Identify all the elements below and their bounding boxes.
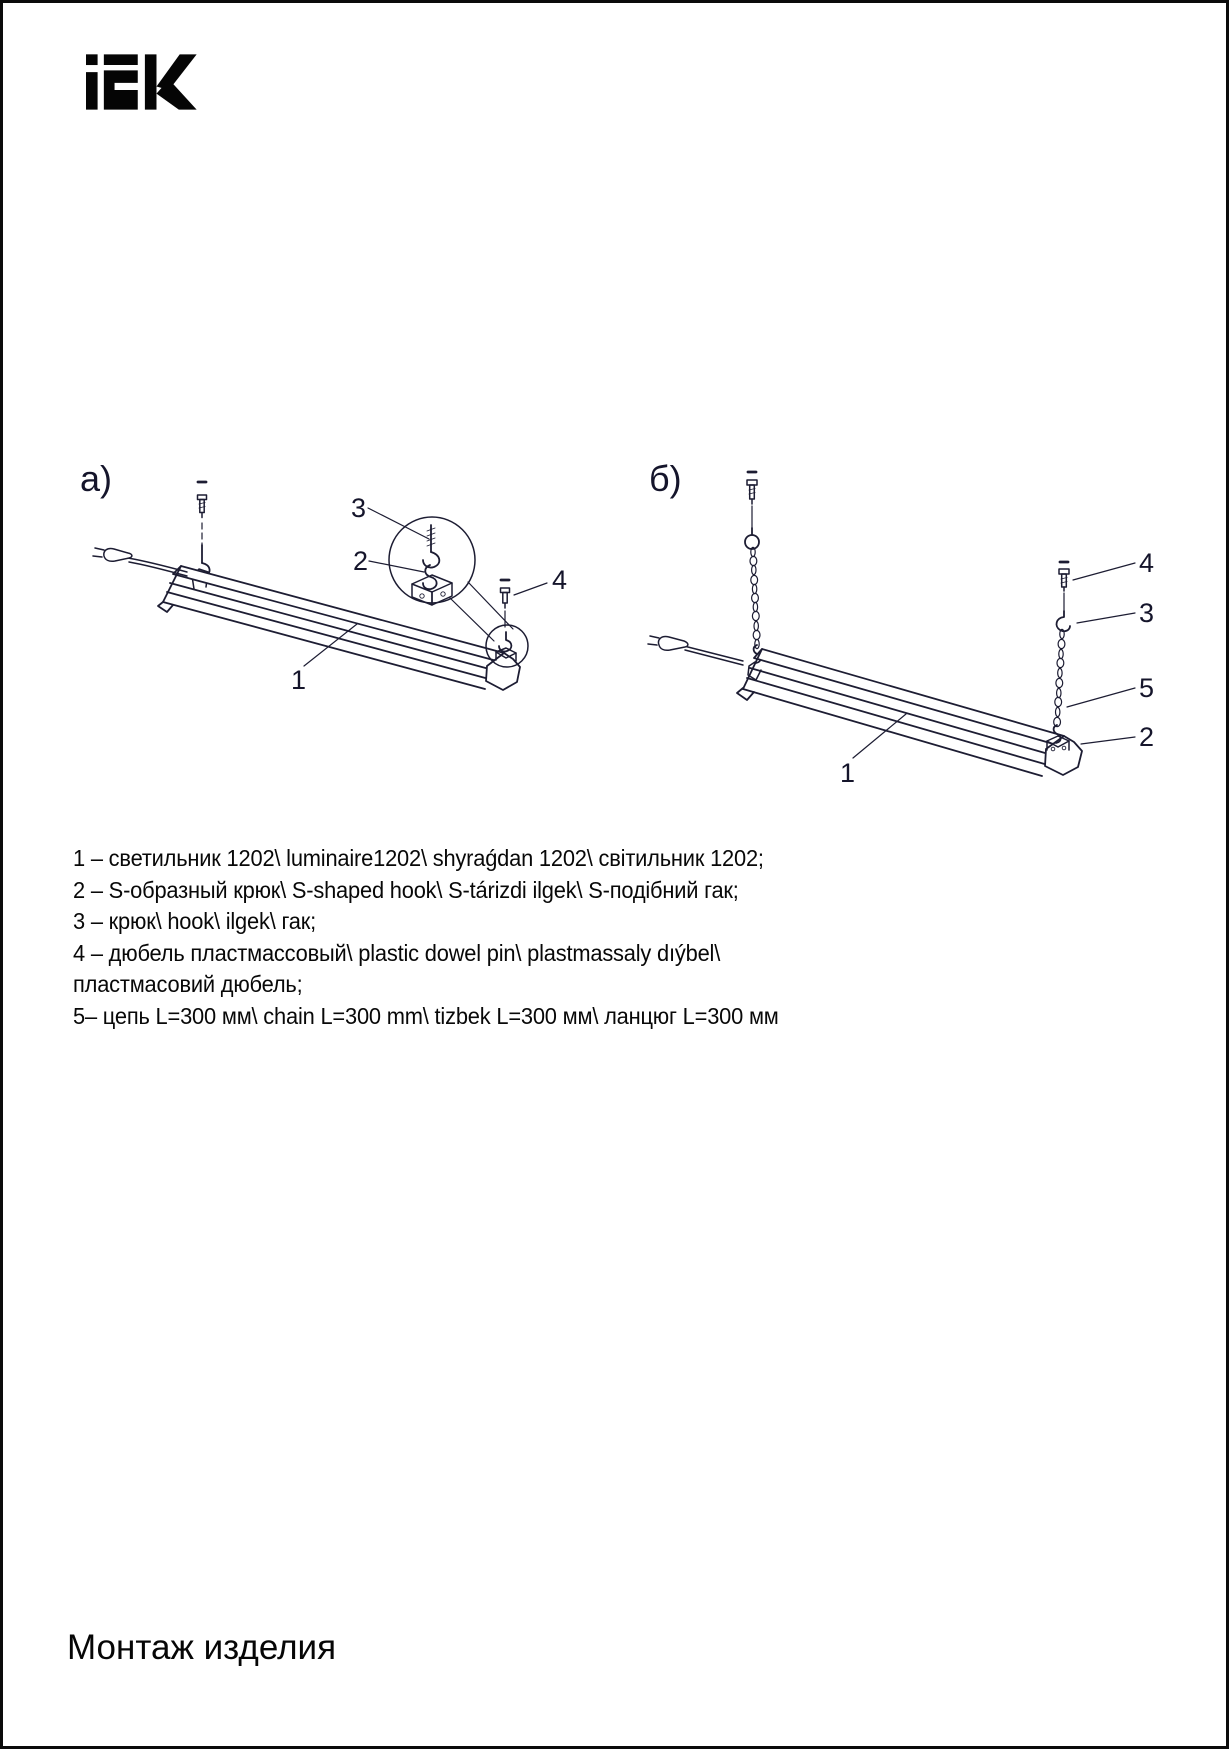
figure-b [648, 458, 1154, 788]
legend-item-4-continued: пластмасовий дюбель; [73, 971, 303, 997]
figure-b-callout-5: 5 [1139, 673, 1155, 703]
figure-b-callout-1: 1 [840, 758, 856, 788]
figure-b-callout-3: 3 [1139, 598, 1155, 628]
section-title: Монтаж изделия [67, 1628, 337, 1667]
figure-b-right-chain [1054, 629, 1065, 726]
legend-item-1: 1 – светильник 1202\ luminaire1202\ shyraǵdan 1202\ світильник 1202; [73, 845, 764, 871]
figure-b-left-chain [750, 547, 760, 648]
figure-b-right-mount [1054, 562, 1070, 743]
figure-b-callout-4: 4 [1139, 548, 1155, 578]
figure-b-cord-plug [648, 636, 743, 665]
figure-a-callout-1: 1 [291, 665, 307, 695]
figure-a-detail-circle [389, 517, 513, 641]
figure-b-callouts [840, 548, 1154, 788]
legend [73, 843, 795, 1032]
figure-b-label: б) [649, 458, 682, 499]
legend-item-2: 2 – S-образный крюк\ S-shaped hook\ S-tárizdi ilgek\ S-подібний гак; [73, 876, 739, 903]
figure-a-callout-3: 3 [351, 493, 367, 523]
figure-b-left-mount [745, 472, 761, 680]
figure-a [80, 458, 567, 695]
legend-item-5: 5– цепь L=300 мм\ chain L=300 mm\ tizbek L=300 мм\ ланцюг L=300 мм [73, 1002, 779, 1029]
iek-logo [86, 53, 202, 111]
legend-item-3: 3 – крюк\ hook\ ilgek\ гак; [73, 908, 316, 934]
iek-logo-glyphs [86, 54, 197, 109]
figure-a-cord-plug [93, 548, 187, 576]
figure-b-luminaire [737, 649, 1082, 776]
figure-b-callout-2: 2 [1139, 722, 1155, 752]
figure-a-label: а) [80, 458, 113, 499]
figure-a-callout-4: 4 [552, 565, 568, 595]
legend-item-4: 4 – дюбель пластмассовый\ plastic dowel pin\ plastmassaly dıýbel\ [73, 939, 721, 966]
installation-diagrams [0, 450, 1229, 795]
figure-a-callout-2: 2 [353, 546, 369, 576]
